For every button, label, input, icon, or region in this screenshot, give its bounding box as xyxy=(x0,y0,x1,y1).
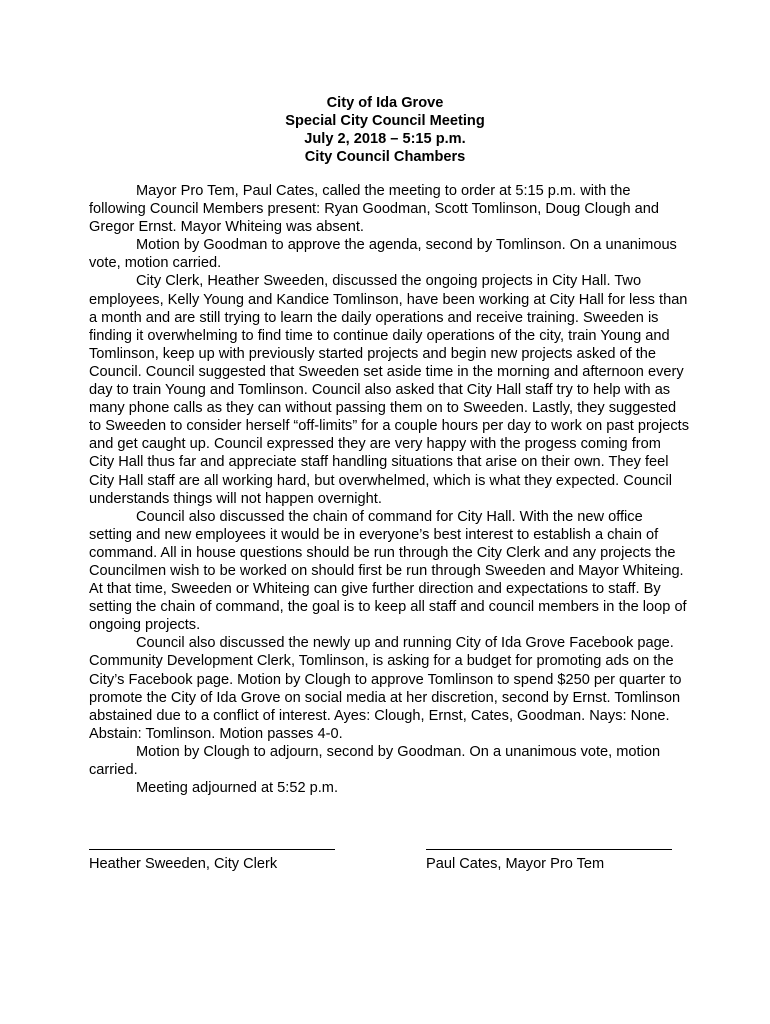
header-city-name: City of Ida Grove xyxy=(326,95,444,111)
signature-mayor-pro-tem xyxy=(426,836,676,873)
minutes-body xyxy=(89,182,689,797)
paragraph-facebook-page: Council also discussed the newly up and running City of Ida Grove Facebook page. Community Development Clerk, Tomlinson, is asking for a budget for promoting ads on the City’s Facebook page. Motion by Clough to approve Tomlinson to spend $250 per quarter to promote the City of Ida Grove on social media at her discretion, second by Ernst. Tomlinson abstained due to a conflict of interest. Ayes: Clough, Ernst, Cates, Goodman. Nays: None. Abstain: Tomlinson. Motion passes 4-0. xyxy=(89,635,682,742)
signature-name: Heather Sweeden, City Clerk xyxy=(89,856,278,872)
paragraph-adjourn-motion: Motion by Clough to adjourn, second by Goodman. On a unanimous vote, motion carried. xyxy=(89,743,661,778)
header-date-time: July 2, 2018 – 5:15 p.m. xyxy=(304,131,466,147)
header-meeting-type: Special City Council Meeting xyxy=(285,113,485,129)
signature-city-clerk xyxy=(89,836,339,873)
signature-line xyxy=(89,849,335,850)
signature-line xyxy=(426,849,672,850)
paragraph-chain-of-command: Council also discussed the chain of command for City Hall. With the new office setting and new employees it would be in everyone’s best interest to establish a chain of command. All in house questions should be run through the City Clerk and any projects the Councilmen wish to be worked on should first be run through Sweeden and Mayor Whiteing. At that time, Sweeden or Whiteing can give further direction and expectations to staff. By setting the chain of command, the goal is to keep all staff and council members in the loop of ongoing projects. xyxy=(89,508,687,634)
header-location: City Council Chambers xyxy=(304,149,466,165)
paragraph-call-to-order: Mayor Pro Tem, Paul Cates, called the meeting to order at 5:15 p.m. with the following Council Members present: Ryan Goodman, Scott Tomlinson, Doug Clough and Gregor Ernst. Mayor Whiteing was absent. xyxy=(89,183,659,236)
signature-block xyxy=(89,836,689,880)
paragraph-agenda-approval: Motion by Goodman to approve the agenda, second by Tomlinson. On a unanimous vote, motion carried. xyxy=(89,237,677,272)
signature-name: Paul Cates, Mayor Pro Tem xyxy=(426,856,605,872)
paragraph-ongoing-projects: City Clerk, Heather Sweeden, discussed the ongoing projects in City Hall. Two employees, Kelly Young and Kandice Tomlinson, have been working at City Hall for less than a month and are still trying to learn the daily operations and receive training. Sweeden is finding it overwhelming to find time to continue daily operations of the city, train Young and Tomlinson, keep up with previously started projects and begin new projects asked of the Council. Council suggested that Sweeden set aside time in the morning and afternoon every day to train Young and Tomlinson. Council also asked that City Hall staff try to help with as many phone calls as they can without passing them on to Sweeden. Lastly, they suggested to Sweeden to consider herself “off-limits” for a couple hours per day to work on past projects and get caught up. Council expressed they are very happy with the progess coming from City Hall thus far and appreciate staff handling situations that arise on their own. They feel City Hall staff are all working hard, but overwhelmed, which is what they expected. Council understands things will not happen overnight. xyxy=(89,273,689,507)
paragraph-meeting-adjourned: Meeting adjourned at 5:52 p.m. xyxy=(136,780,339,797)
document-header xyxy=(0,94,770,166)
